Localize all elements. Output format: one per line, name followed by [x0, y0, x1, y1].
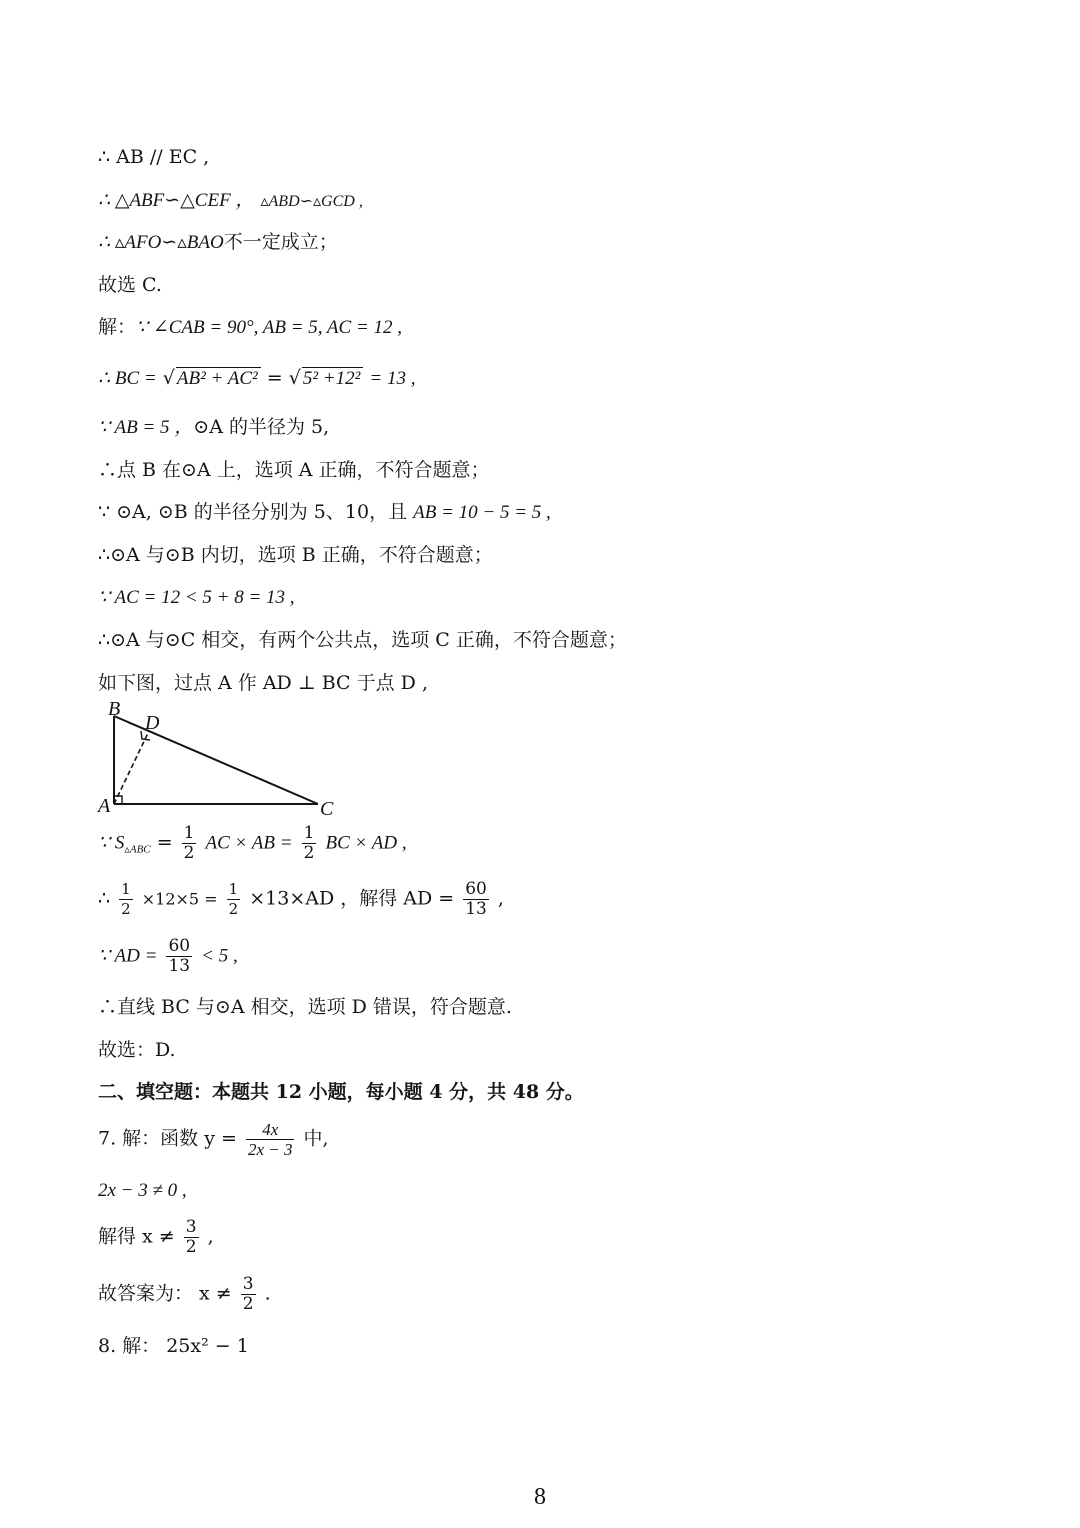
text-line: ∵ $S_{▵ABC}$ = $\frac{1}{2}$ AC × AB = $\frac{1}{2}$ BC × AD , — [98, 823, 407, 863]
fraction: $\frac{3}{2}$ — [242, 1274, 254, 1314]
fraction: $\frac{1}{2}$ — [228, 880, 239, 918]
fraction: $\frac{1}{2}$ — [183, 823, 195, 863]
text-line: 2x − 3 ≠ 0 , — [98, 1180, 187, 1201]
fraction: $\frac{4x}{2x - 3}$ — [247, 1120, 293, 1159]
text-line: 7. 解：函数 y = $\frac{4x}{2x - 3}$ 中, — [98, 1120, 329, 1159]
text-line: 故答案为： x ≠ $\frac{3}{2}$ . — [98, 1274, 271, 1314]
page-number: 8 — [534, 1484, 546, 1510]
text-line: ∴点 B 在⊙A 上，选项 A 正确，不符合题意； — [98, 459, 490, 481]
fraction: $\frac{60}{13}$ — [168, 936, 191, 976]
fraction: $\frac{1}{2}$ — [121, 880, 131, 918]
text-line: 故选：D. — [98, 1039, 176, 1061]
sqrt-expression: AB² + AC² — [176, 367, 261, 390]
text-line: ∵ AC = 12 < 5 + 8 = 13 , — [98, 587, 295, 608]
text-line: ∴直线 BC 与⊙A 相交，选项 D 错误，符合题意. — [98, 996, 512, 1018]
text-line: ∴ BC = √ AB² + AC² = √ 5² +12² = 13 , — [98, 367, 416, 389]
text-line: ∴ $\frac{1}{2}$ ×12×5 = $\frac{1}{2}$ ×13×AD ，解得 AD = $\frac{60}{13}$ , — [98, 879, 504, 919]
text-line: ∵ AD = $\frac{60}{13}$ < 5 , — [98, 936, 238, 976]
right-triangle-figure — [94, 698, 354, 822]
text-line: 8. 解： 25x² − 1 — [98, 1335, 249, 1357]
text-line: 解得 x ≠ $\frac{3}{2}$ , — [98, 1217, 214, 1257]
section-heading: 二、填空题：本题共 12 小题，每小题 4 分，共 48 分。 — [98, 1081, 584, 1103]
vertex-label-b: B — [108, 698, 121, 720]
vertex-label-a: A — [98, 795, 111, 817]
text-line: 故选 C. — [98, 274, 162, 296]
vertex-label-d: D — [145, 712, 160, 734]
text-line: ∴⊙A 与⊙C 相交，有两个公共点，选项 C 正确，不符合题意； — [98, 629, 627, 651]
fraction: $\frac{1}{2}$ — [303, 823, 315, 863]
vertex-label-c: C — [320, 798, 334, 820]
text-line: ∵ ⊙A, ⊙B 的半径分别为 5、10，且 AB = 10 − 5 = 5 , — [98, 501, 551, 523]
text-line: 如下图，过点 A 作 AD ⊥ BC 于点 D , — [98, 672, 428, 694]
text-line: ∴ AB // EC , — [98, 146, 210, 168]
fraction: $\frac{3}{2}$ — [185, 1217, 197, 1257]
text-line: ∵ AB = 5 ，⊙A 的半径为 5, — [98, 416, 330, 438]
text-line: 解：∵ ∠CAB = 90°, AB = 5, AC = 12 , — [98, 316, 403, 338]
sqrt-expression: 5² +12² — [302, 367, 363, 390]
text-line: ∴⊙A 与⊙B 内切，选项 B 正确，不符合题意； — [98, 544, 493, 566]
fraction: $\frac{60}{13}$ — [465, 879, 487, 919]
text-line: ∴ △ABF∽△CEF ， ▵ABD∽▵GCD , — [98, 190, 363, 211]
text-line: ∴ ▵AFO∽▵BAO不一定成立； — [98, 231, 338, 253]
